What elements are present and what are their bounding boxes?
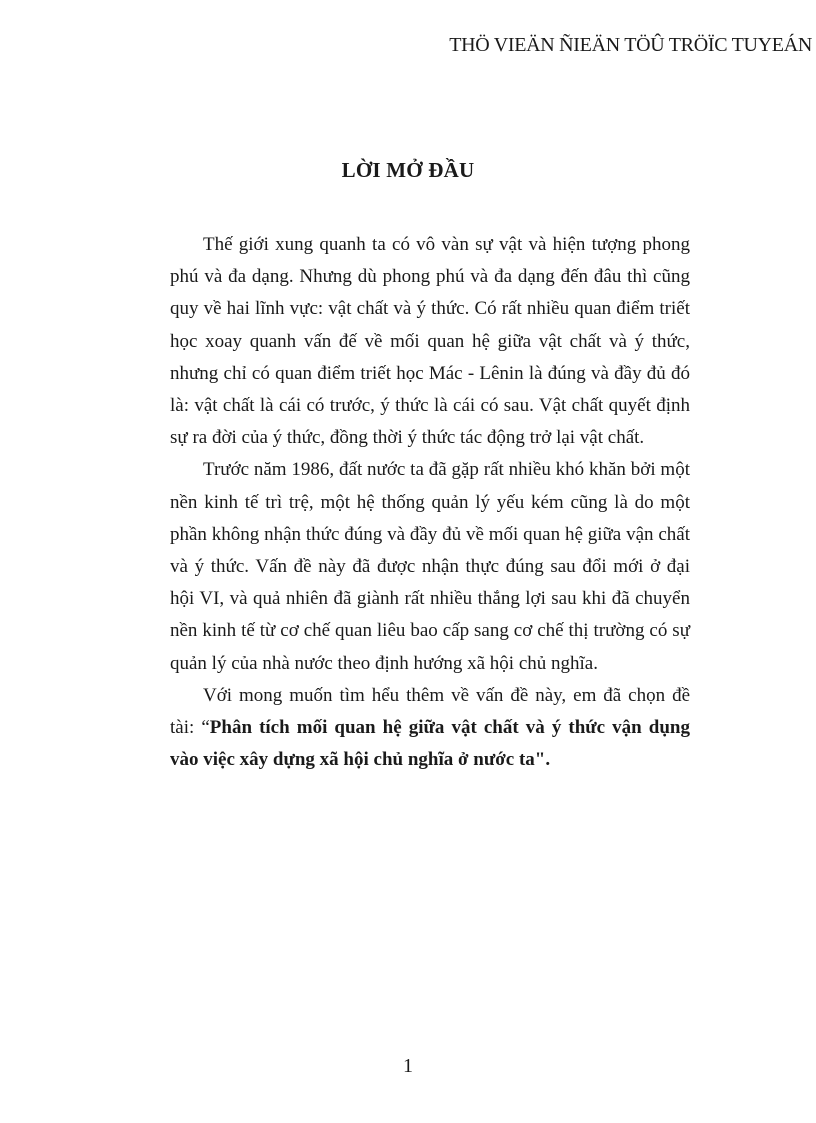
running-header: THÖ VIEÄN ÑIEÄN TÖÛ TRÖÏC TUYEÁN	[449, 34, 812, 56]
page-number: 1	[403, 1055, 413, 1077]
document-body	[170, 229, 690, 776]
thesis-topic: Phân tích mối quan hệ giữa vật chất và ý thức vận dụng vào việc xây dựng xã hội chủ nghĩa ở nước ta".	[170, 717, 690, 771]
paragraph-1: Thế giới xung quanh ta có vô vàn sự vật và hiện tượng phong phú và đa dạng. Nhưng dù phong phú và đa dạng đến đâu thì cũng quy về hai lĩnh vực: vật chất và ý thức. Có rất nhiều quan điểm triết học xoay quanh vấn đế về mối quan hệ giữa vật chất và ý thức, nhưng chỉ có quan điểm triết học Mác - Lênin là đúng và đầy đủ đó là: vật chất là cái có trước, ý thức là cái có sau. Vật chất quyết định sự ra đời của ý thức, đồng thời ý thức tác động trở lại vật chất.	[170, 234, 690, 449]
paragraph-3-lead: Với mong muốn tìm hểu thêm về vấn đề này, em đã chọn đề tài: “	[170, 684, 690, 739]
paragraph-2: Trước năm 1986, đất nước ta đã gặp rất nhiều khó khăn bởi một nền kinh tế trì trệ, một hệ thống quản lý yếu kém cũng là do một phần không nhận thức đúng và đầy đủ về mối quan hệ giữa vận chất và ý thức. Vấn đề này đã được nhận thực đúng sau đổi mới ở đại hội VI, và quả nhiên đã giành rất nhiều thắng lợi sau khi đã chuyển nền kinh tế từ cơ chế quan liêu bao cấp sang cơ chế thị trường có sự quản lý của nhà nước theo định hướng xã hội chủ nghĩa.	[170, 459, 690, 674]
page-title: LỜI MỞ ĐẦU	[341, 158, 475, 182]
paragraph-3	[170, 680, 690, 777]
